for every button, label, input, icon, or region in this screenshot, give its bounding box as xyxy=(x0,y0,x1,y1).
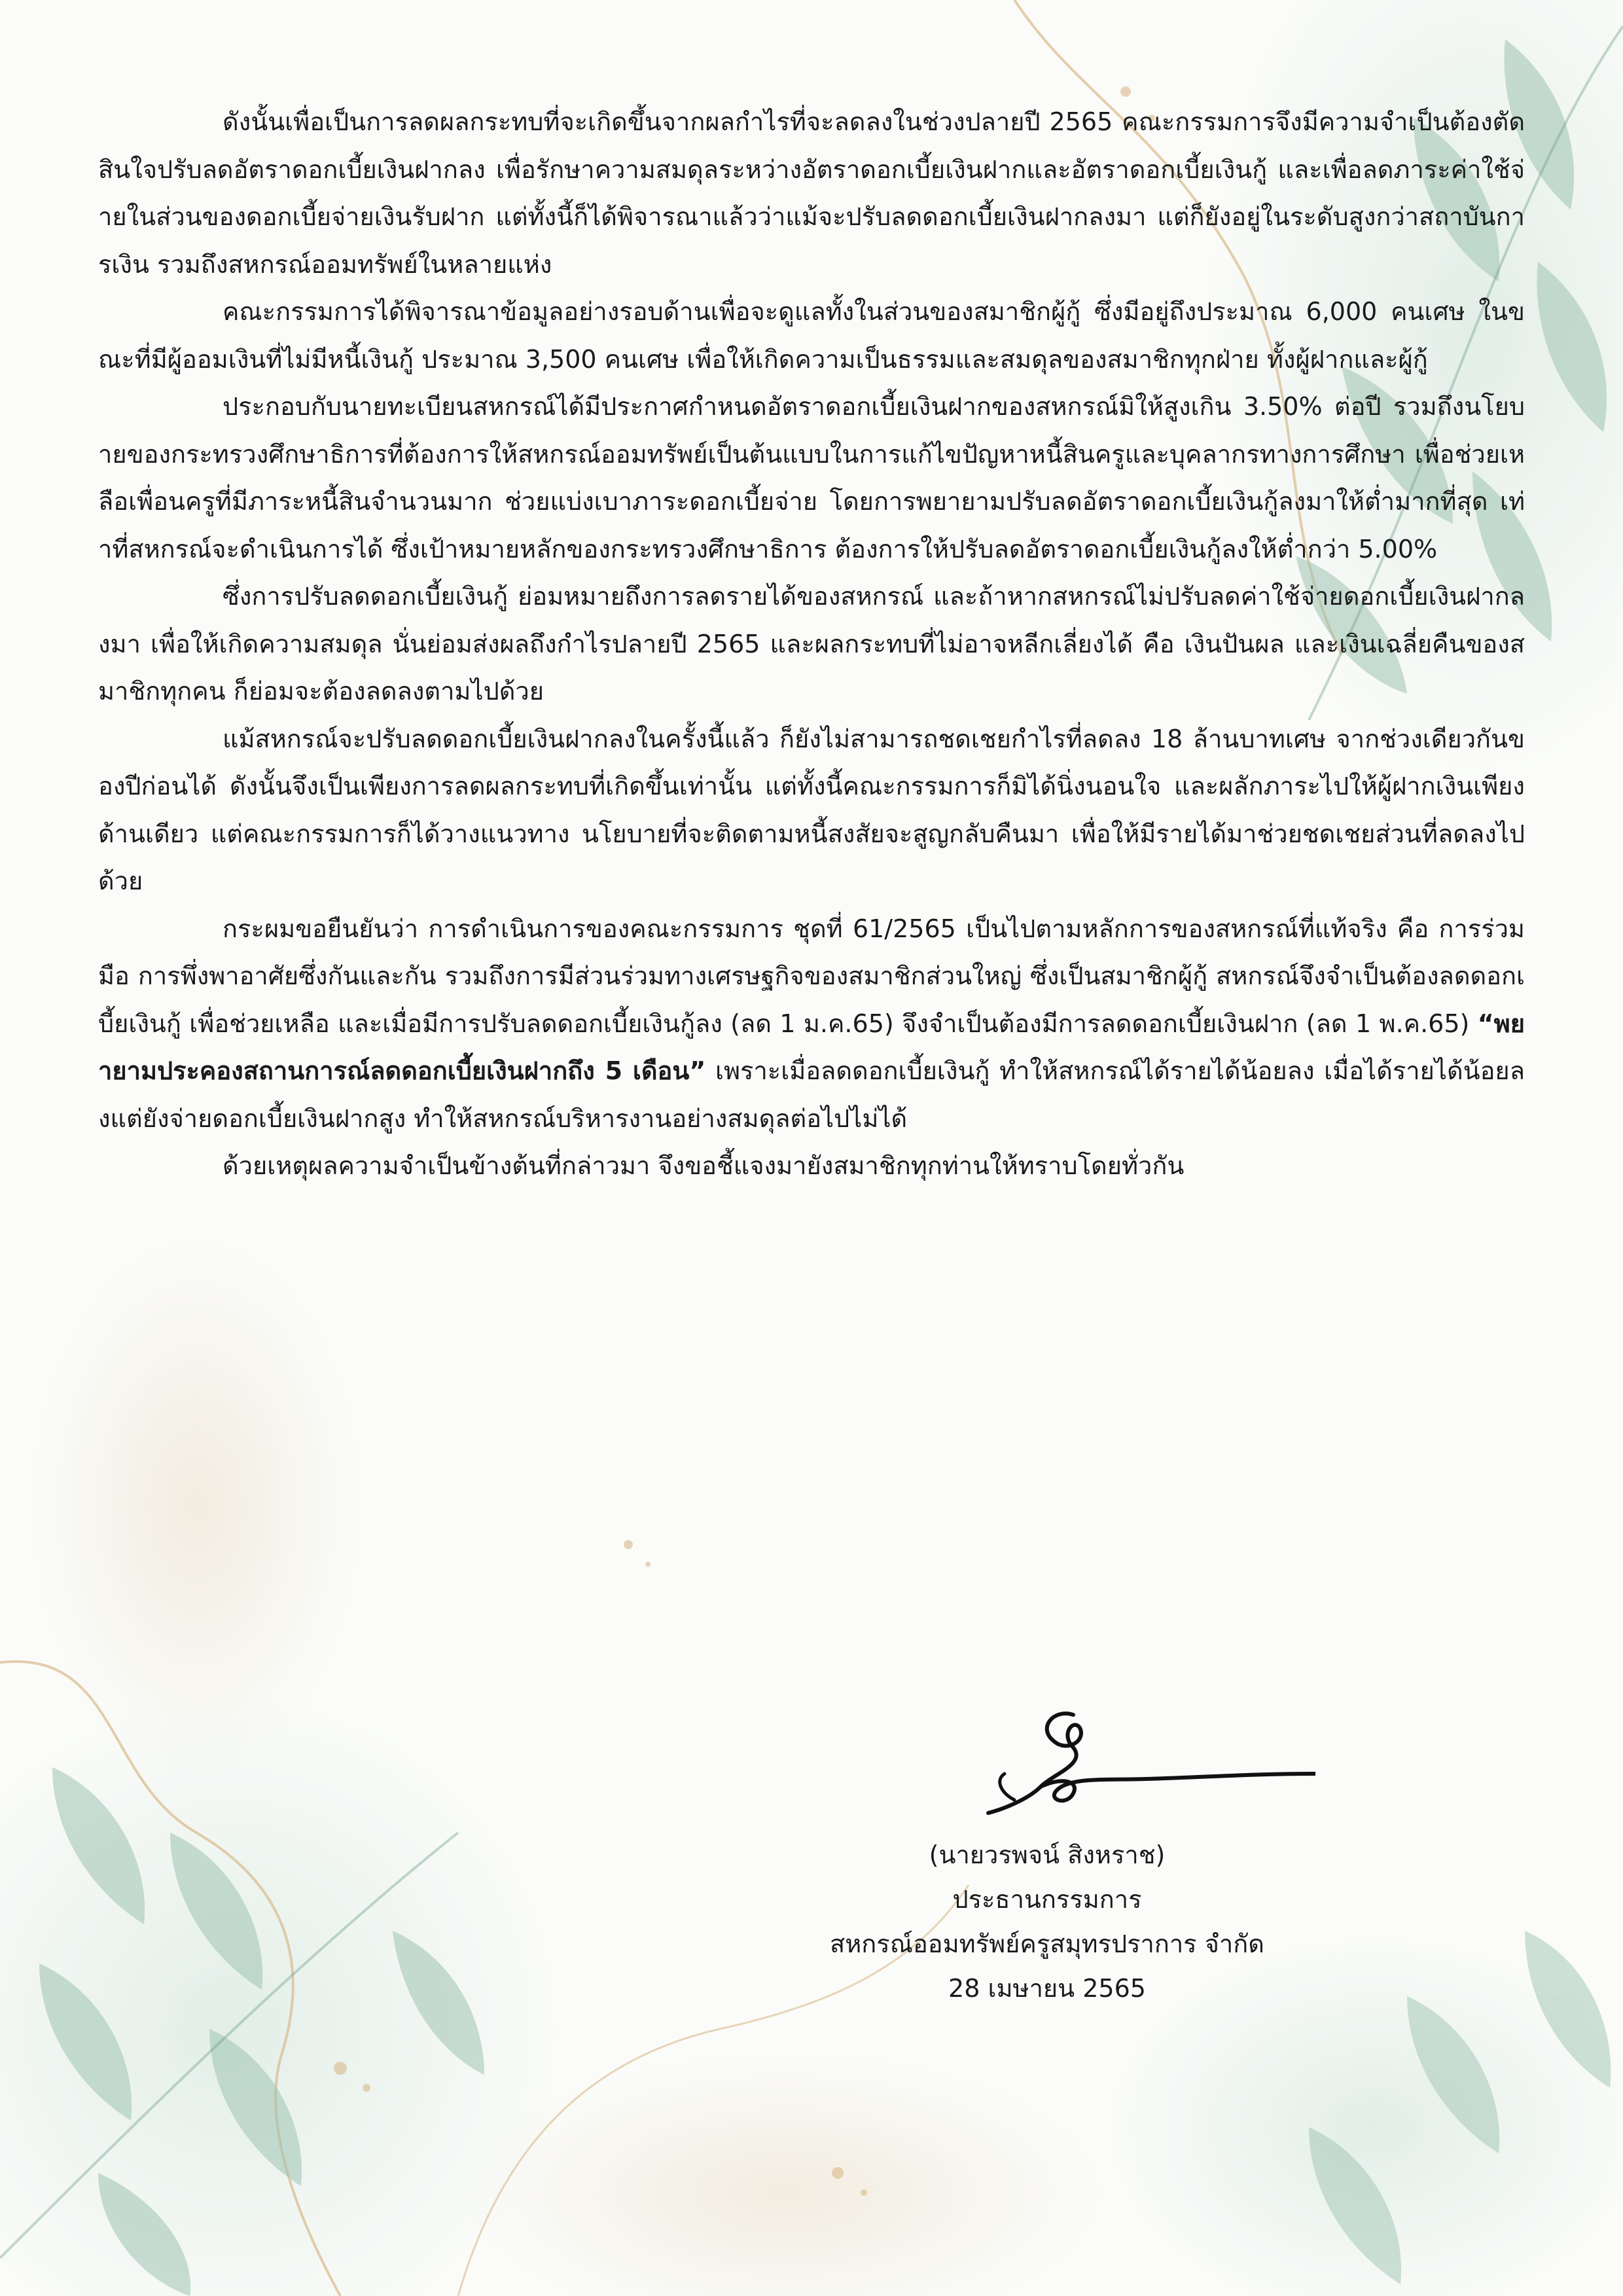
paragraph-1: ดังนั้นเพื่อเป็นการลดผลกระทบที่จะเกิดขึ้นจากผลกำไรที่จะลดลงในช่วงปลายปี 2565 คณะกรรมการจึงมีความจำเป็นต้องตัดสินใจปรับลดอัตราดอกเบี้ยเงินฝากลง เพื่อรักษาความสมดุลระหว่างอัตราดอกเบี้ยเงินฝากและอัตราดอกเบี้ยเงินกู้ และเพื่อลดภาระค่าใช้จ่ายในส่วนของดอกเบี้ยจ่ายเงินรับฝาก แต่ทั้งนี้ก็ได้พิจารณาแล้วว่าแม้จะปรับลดดอกเบี้ยเงินฝากลงมา แต่ก็ยังอยู่ในระดับสูงกว่าสถาบันการเงิน รวมถึงสหกรณ์ออมทรัพย์ในหลายแห่ง xyxy=(98,107,1525,279)
letter-body xyxy=(98,98,1525,1190)
paragraph-7: ด้วยเหตุผลความจำเป็นข้างต้นที่กล่าวมา จึงขอชี้แจงมายังสมาชิกทุกท่านให้ทราบโดยทั่วกัน xyxy=(223,1151,1185,1180)
signer-organization: สหกรณ์ออมทรัพย์ครูสมุทรปราการ จำกัด xyxy=(830,1929,1264,1958)
paragraph-6-text-before: กระผมขอยืนยันว่า การดำเนินการของคณะกรรมการ ชุดที่ 61/2565 เป็นไปตามหลักการของสหกรณ์ที่แท้จริง คือ การร่วมมือ การพึ่งพาอาศัยซึ่งกันและกัน รวมถึงการมีส่วนร่วมทางเศรษฐกิจของสมาชิกส่วนใหญ่ ซึ่งเป็นสมาชิกผู้กู้ สหกรณ์จึงจำเป็นต้องลดดอกเบี้ยเงินกู้ เพื่อช่วยเหลือ และเมื่อมีการปรับลดดอกเบี้ยเงินกู้ลง (ลด 1 ม.ค.65) จึงจำเป็นต้องมีการลดดอกเบี้ยเงินฝาก (ลด 1 พ.ค.65) xyxy=(98,914,1525,1038)
letter-date: 28 เมษายน 2565 xyxy=(948,1974,1146,2003)
paragraph-6-text-after: เพราะเมื่อลดดอกเบี้ยเงินกู้ ทำให้สหกรณ์ได้รายได้น้อยลง เมื่อได้รายได้น้อยลงแต่ยังจ่ายดอกเบี้ยเงินฝากสูง ทำให้สหกรณ์บริหารงานอย่างสมดุลต่อไปไม่ได้ xyxy=(98,1056,1525,1133)
handwritten-signature xyxy=(975,1702,1315,1826)
paragraph-4: ซึ่งการปรับลดดอกเบี้ยเงินกู้ ย่อมหมายถึงการลดรายได้ของสหกรณ์ และถ้าหากสหกรณ์ไม่ปรับลดค่าใช้จ่ายดอกเบี้ยเงินฝากลงมา เพื่อให้เกิดความสมดุล นั่นย่อมส่งผลถึงกำไรปลายปี 2565 และผลกระทบที่ไม่อาจหลีกเลี่ยงได้ คือ เงินปันผล และเงินเฉลี่ยคืนของสมาชิกทุกคน ก็ย่อมจะต้องลดลงตามไปด้วย xyxy=(98,582,1525,706)
paragraph-6-bold-quote: “พยายามประคองสถานการณ์ลดดอกเบี้ยเงินฝากถึง 5 เดือน” xyxy=(98,1009,1525,1085)
paragraph-2: คณะกรรมการได้พิจารณาข้อมูลอย่างรอบด้านเพื่อจะดูแลทั้งในส่วนของสมาชิกผู้กู้ ซึ่งมีอยู่ถึงประมาณ 6,000 คนเศษ ในขณะที่มีผู้ออมเงินที่ไม่มีหนี้เงินกู้ ประมาณ 3,500 คนเศษ เพื่อให้เกิดความเป็นธรรมและสมดุลของสมาชิกทุกฝ่าย ทั้งผู้ฝากและผู้กู้ xyxy=(98,297,1525,374)
paragraph-3: ประกอบกับนายทะเบียนสหกรณ์ได้มีประกาศกำหนดอัตราดอกเบี้ยเงินฝากของสหกรณ์มิให้สูงเกิน 3.50% ต่อปี รวมถึงนโยบายของกระทรวงศึกษาธิการที่ต้องการให้สหกรณ์ออมทรัพย์เป็นต้นแบบในการแก้ไขปัญหาหนี้สินครูและบุคลากรทางการศึกษา เพื่อช่วยเหลือเพื่อนครูที่มีภาระหนี้สินจำนวนมาก ช่วยแบ่งเบาภาระดอกเบี้ยจ่าย โดยการพยายามปรับลดอัตราดอกเบี้ยเงินกู้ลงมาให้ต่ำมากที่สุด เท่าที่สหกรณ์จะดำเนินการได้ ซึ่งเป้าหมายหลักของกระทรวงศึกษาธิการ ต้องการให้ปรับลดอัตราดอกเบี้ยเงินกู้ลงให้ต่ำกว่า 5.00% xyxy=(98,392,1525,564)
signer-name: (นายวรพจน์ สิงหราช) xyxy=(929,1840,1166,1869)
paragraph-5: แม้สหกรณ์จะปรับลดดอกเบี้ยเงินฝากลงในครั้งนี้แล้ว ก็ยังไม่สามารถชดเชยกำไรที่ลดลง 18 ล้านบาทเศษ จากช่วงเดียวกันของปีก่อนได้ ดังนั้นจึงเป็นเพียงการลดผลกระทบที่เกิดขึ้นเท่านั้น แต่ทั้งนี้คณะกรรมการก็มิได้นิ่งนอนใจ และผลักภาระไปให้ผู้ฝากเงินเพียงด้านเดียว แต่คณะกรรมการก็ได้วางแนวทาง นโยบายที่จะติดตามหนี้สงสัยจะสูญกลับคืนมา เพื่อให้มีรายได้มาช่วยชดเชยส่วนที่ลดลงไปด้วย xyxy=(98,724,1525,895)
paragraph-6 xyxy=(98,905,1525,1143)
signer-position: ประธานกรรมการ xyxy=(952,1885,1142,1914)
signature-text xyxy=(720,1833,1374,2011)
